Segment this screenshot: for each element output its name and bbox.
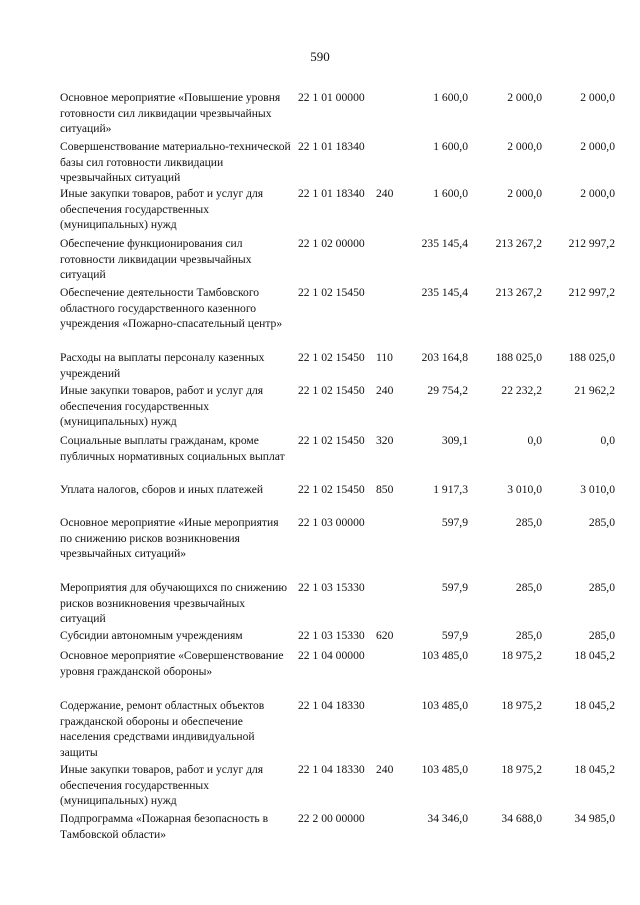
row-name: Мероприятия для обучающихся по снижению рисков возникновения чрезвычайных ситуаций <box>60 581 288 625</box>
row-name: Обеспечение функционирования сил готовности ликвидации чрезвычайных ситуаций <box>60 237 252 281</box>
row-value-2: 3 010,0 <box>507 483 542 496</box>
row-code: 22 1 02 00000 <box>298 237 365 250</box>
row-name: Основное мероприятие «Повышение уровня готовности сил ликвидации чрезвычайных ситуаций» <box>60 91 281 135</box>
row-code: 22 1 02 15450 <box>298 351 365 364</box>
row-value-2: 2 000,0 <box>507 187 542 200</box>
row-name: Социальные выплаты гражданам, кроме публичных нормативных социальных выплат <box>60 434 285 463</box>
page-number: 590 <box>310 49 330 64</box>
row-code: 22 1 02 15450 <box>298 483 365 496</box>
row-code: 22 1 02 15450 <box>298 384 365 397</box>
row-name: Основное мероприятие «Совершенствование уровня гражданской обороны» <box>60 649 284 678</box>
row-code: 22 1 04 18330 <box>298 699 365 712</box>
row-value-2: 34 688,0 <box>501 812 542 825</box>
row-value-1: 309,1 <box>441 434 468 447</box>
row-code: 22 1 02 15450 <box>298 286 365 299</box>
row-code: 22 1 01 18340 <box>298 140 365 153</box>
row-value-2: 0,0 <box>527 434 542 447</box>
row-value-3: 285,0 <box>588 629 615 642</box>
row-expense-type: 620 <box>376 629 394 642</box>
row-value-3: 212 997,2 <box>568 237 615 250</box>
row-name: Совершенствование материально-технической базы сил готовности ликвидации чрезвычайных ситуаций <box>60 140 291 184</box>
row-name: Содержание, ремонт областных объектов гражданской обороны и обеспечение населения средствами индивидуальной защиты <box>60 699 265 759</box>
row-value-3: 18 045,2 <box>574 763 615 776</box>
row-value-2: 213 267,2 <box>495 286 542 299</box>
row-value-3: 2 000,0 <box>580 140 615 153</box>
row-value-1: 597,9 <box>441 629 468 642</box>
row-name: Иные закупки товаров, работ и услуг для обеспечения государственных (муниципальных) нужд <box>60 187 264 231</box>
row-expense-type: 850 <box>376 483 394 496</box>
row-code: 22 1 02 15450 <box>298 434 365 447</box>
row-value-3: 34 985,0 <box>574 812 615 825</box>
row-expense-type: 110 <box>376 351 393 364</box>
row-value-3: 212 997,2 <box>568 286 615 299</box>
row-value-1: 1 600,0 <box>433 140 468 153</box>
row-value-1: 103 485,0 <box>421 649 468 662</box>
row-value-1: 203 164,8 <box>421 351 468 364</box>
row-value-3: 2 000,0 <box>580 91 615 104</box>
row-value-3: 2 000,0 <box>580 187 615 200</box>
row-value-3: 18 045,2 <box>574 649 615 662</box>
row-value-2: 2 000,0 <box>507 91 542 104</box>
row-value-3: 3 010,0 <box>580 483 615 496</box>
row-value-1: 1 917,3 <box>433 483 468 496</box>
row-value-2: 188 025,0 <box>495 351 542 364</box>
row-value-3: 285,0 <box>588 516 615 529</box>
row-value-1: 29 754,2 <box>427 384 468 397</box>
row-name: Расходы на выплаты персоналу казенных учреждений <box>60 351 265 380</box>
row-name: Обеспечение деятельности Тамбовского областного государственного казенного учреждения «Пожарно-спасательный центр» <box>60 286 283 330</box>
row-value-2: 285,0 <box>515 581 542 594</box>
row-code: 22 1 01 00000 <box>298 91 365 104</box>
row-code: 22 1 03 15330 <box>298 629 365 642</box>
row-value-2: 285,0 <box>515 629 542 642</box>
row-value-1: 103 485,0 <box>421 763 468 776</box>
row-value-1: 235 145,4 <box>421 286 468 299</box>
row-value-2: 22 232,2 <box>501 384 542 397</box>
row-value-1: 235 145,4 <box>421 237 468 250</box>
row-value-2: 2 000,0 <box>507 140 542 153</box>
row-value-3: 285,0 <box>588 581 615 594</box>
row-expense-type: 320 <box>376 434 394 447</box>
row-value-3: 21 962,2 <box>574 384 615 397</box>
row-code: 22 1 03 00000 <box>298 516 365 529</box>
row-value-3: 188 025,0 <box>568 351 615 364</box>
row-value-1: 34 346,0 <box>427 812 468 825</box>
row-value-2: 18 975,2 <box>501 699 542 712</box>
row-name: Подпрограмма «Пожарная безопасность в Тамбовской области» <box>60 812 269 841</box>
row-value-1: 103 485,0 <box>421 699 468 712</box>
row-code: 22 1 01 18340 <box>298 187 365 200</box>
row-name: Иные закупки товаров, работ и услуг для обеспечения государственных (муниципальных) нужд <box>60 763 264 807</box>
row-value-2: 18 975,2 <box>501 763 542 776</box>
row-value-3: 18 045,2 <box>574 699 615 712</box>
row-name: Основное мероприятие «Иные мероприятия по снижению рисков возникновения чрезвычайных ситуаций» <box>60 516 279 560</box>
row-value-1: 1 600,0 <box>433 187 468 200</box>
row-expense-type: 240 <box>376 187 394 200</box>
row-value-3: 0,0 <box>600 434 615 447</box>
row-expense-type: 240 <box>376 763 394 776</box>
row-name: Уплата налогов, сборов и иных платежей <box>60 483 264 496</box>
row-name: Иные закупки товаров, работ и услуг для обеспечения государственных (муниципальных) нужд <box>60 384 264 428</box>
row-value-2: 213 267,2 <box>495 237 542 250</box>
row-code: 22 1 04 18330 <box>298 763 365 776</box>
row-value-2: 285,0 <box>515 516 542 529</box>
row-value-1: 597,9 <box>441 516 468 529</box>
row-code: 22 1 04 00000 <box>298 649 365 662</box>
row-code: 22 2 00 00000 <box>298 812 365 825</box>
row-value-1: 1 600,0 <box>433 91 468 104</box>
row-value-1: 597,9 <box>441 581 468 594</box>
row-name: Субсидии автономным учреждениям <box>60 629 243 642</box>
row-value-2: 18 975,2 <box>501 649 542 662</box>
row-code: 22 1 03 15330 <box>298 581 365 594</box>
row-expense-type: 240 <box>376 384 394 397</box>
